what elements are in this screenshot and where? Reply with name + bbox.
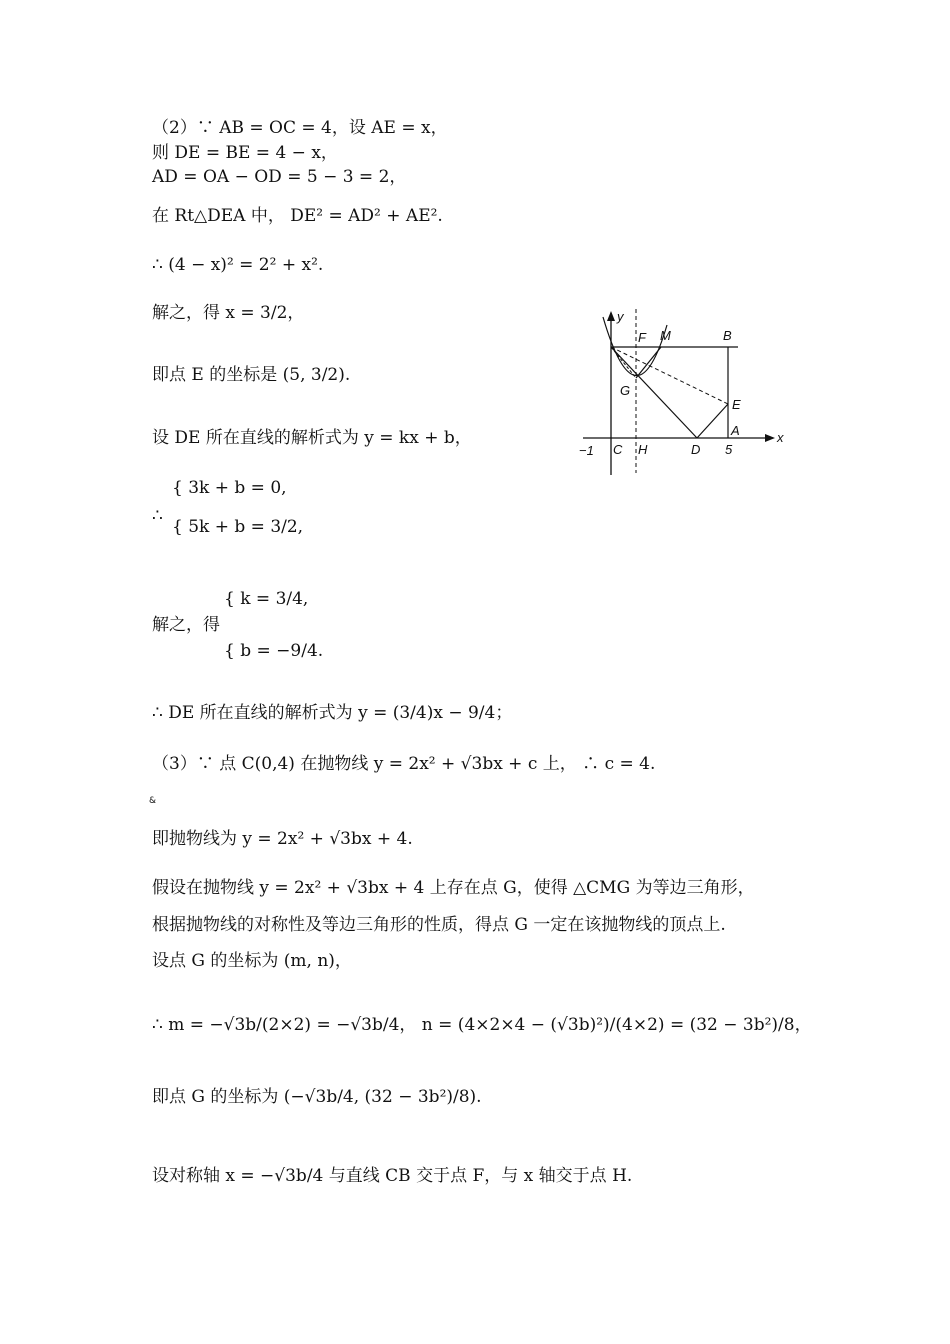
- equation-line: { k = 3/4,: [224, 589, 309, 609]
- text-line: 根据抛物线的对称性及等边三角形的性质，得点 G 一定在该抛物线的顶点上.: [152, 915, 726, 935]
- label-x: x: [777, 430, 784, 445]
- label-e: E: [732, 397, 741, 412]
- label-g: G: [620, 383, 631, 398]
- text-line: 在 Rt△DEA 中， DE² = AD² + AE².: [152, 206, 443, 226]
- segment-gm: [636, 347, 661, 378]
- label-h: H: [638, 442, 648, 457]
- text-line: 解之，得: [152, 615, 220, 635]
- coordinate-figure: [575, 305, 790, 485]
- label-m: M: [660, 328, 671, 343]
- stray-mark: &: [149, 796, 157, 806]
- label-b: B: [723, 328, 732, 343]
- label-y: y: [617, 309, 624, 324]
- equation-line: { b = −9/4.: [224, 641, 324, 661]
- text-line: 设 DE 所在直线的解析式为 y = kx + b，: [152, 428, 472, 448]
- label-f: F: [638, 330, 646, 345]
- figure-svg: [575, 305, 790, 485]
- text-line: ∴ DE 所在直线的解析式为 y = (3/4)x − 9/4；: [152, 703, 513, 723]
- text-line: （3）∵ 点 C(0,4) 在抛物线 y = 2x² + √3bx + c 上， ∴ c = 4.: [152, 754, 656, 774]
- text-line: 即点 E 的坐标是 (5, 3/2).: [152, 365, 351, 385]
- equation-line: { 3k + b = 0,: [172, 478, 287, 498]
- text-line: 设点 G 的坐标为 (m, n)，: [152, 951, 352, 971]
- text-line: 则 DE = BE = 4 − x，: [152, 143, 338, 163]
- text-line: （2）∵ AB = OC = 4，设 AE = x，: [152, 118, 448, 138]
- label-c: C: [613, 442, 623, 457]
- text-line: ∴ (4 − x)² = 2² + x².: [152, 255, 324, 275]
- text-line: 假设在抛物线 y = 2x² + √3bx + 4 上存在点 G，使得 △CMG 为等边三角形，: [152, 878, 755, 898]
- text-line: 解之，得 x = 3/2，: [152, 303, 305, 323]
- text-line: 即点 G 的坐标为 (−√3b/4, (32 − 3b²)/8).: [152, 1087, 482, 1107]
- parabola: [603, 317, 667, 376]
- segment-de: [697, 404, 728, 438]
- equation-line: { 5k + b = 3/2,: [172, 517, 304, 537]
- text-line: 即抛物线为 y = 2x² + √3bx + 4.: [152, 829, 413, 849]
- x-axis-arrow: [765, 434, 775, 442]
- label-a: A: [731, 423, 740, 438]
- text-line: ∴ m = −√3b/(2×2) = −√3b/4， n = (4×2×4 − (√3b)²)/(4×2) = (32 − 3b²)/8，: [152, 1015, 812, 1035]
- text-line: 设对称轴 x = −√3b/4 与直线 CB 交于点 F，与 x 轴交于点 H.: [152, 1166, 633, 1186]
- label-5: 5: [725, 442, 733, 457]
- label-d: D: [691, 442, 701, 457]
- label-neg1: −1: [579, 443, 594, 458]
- therefore-symbol: ∴: [152, 506, 163, 526]
- text-line: AD = OA − OD = 5 − 3 = 2，: [152, 167, 407, 187]
- y-axis-arrow: [607, 311, 615, 321]
